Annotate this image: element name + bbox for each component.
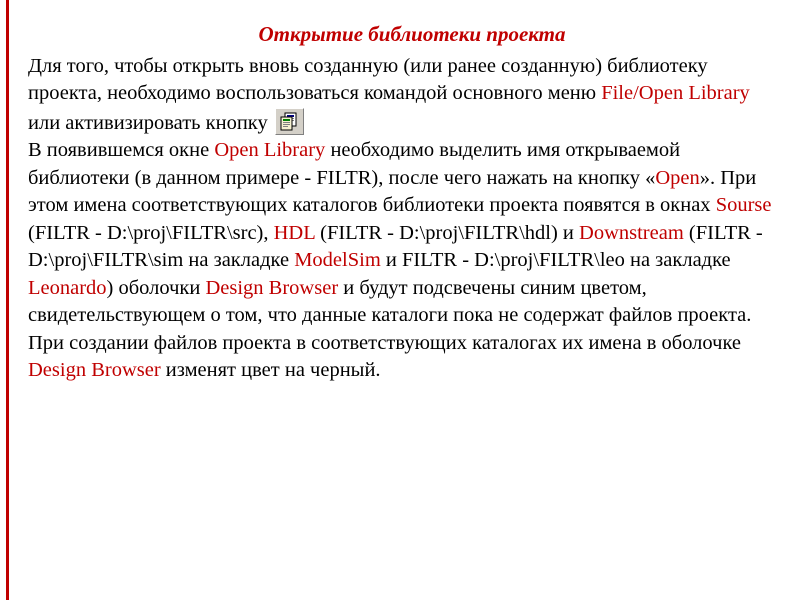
p2-seg-7: (FILTR - D:\proj\FILTR\src),	[28, 221, 274, 244]
p2-seg-9: (FILTR - D:\proj\FILTR\hdl) и	[315, 221, 580, 244]
p2-design-browser-2: Design Browser	[28, 359, 161, 382]
p2-seg-11: (FILTR - D:\proj\FILTR\sim на закладке	[28, 221, 763, 272]
p2-tab-modelsim: ModelSim	[294, 249, 381, 272]
p2-dialog-name: Open Library	[214, 139, 326, 162]
p1-seg-3: или активизировать кнопку	[28, 111, 273, 134]
p2-seg-15: ) оболочки	[106, 276, 206, 299]
p2-seg-19: изменят цвет на черный.	[160, 359, 381, 382]
open-library-icon[interactable]	[275, 108, 304, 135]
p1-menu-path: File/Open Library	[601, 82, 750, 105]
p2-design-browser-1: Design Browser	[205, 276, 339, 299]
p1-seg-1: Для того, чтобы открыть вновь созданную (или ранее созданную) библиотеку проекта, необходимо воспользоваться командой основного меню	[28, 55, 708, 105]
body-text	[28, 53, 776, 385]
slide-content	[28, 22, 776, 385]
p2-seg-3: необходимо выделить имя открываемой библиотеки (в данном примере - FILTR), после чего нажать на кнопку «	[28, 139, 681, 189]
p2-seg-13: и FILTR - D:\proj\FILTR\leo на закладке	[380, 249, 731, 272]
p2-seg-1: В появившемся окне	[28, 139, 215, 162]
paragraph-2	[28, 137, 776, 384]
p2-window-sourse: Sourse	[715, 194, 772, 217]
p2-seg-17: и будут подсвечены синим цветом, свидетельствующем о том, что данные каталоги пока не содержат файлов проекта. При создании файлов проекта в соответствующих каталогах их имена в оболочке	[28, 276, 752, 354]
p2-seg-5: ». При этом имена соответствующих каталогов библиотеки проекта появятся в окнах	[28, 166, 757, 217]
p2-tab-leonardo: Leonardo	[28, 276, 107, 299]
paragraph-1	[28, 53, 776, 137]
page-title: Открытие библиотеки проекта	[258, 22, 566, 46]
p2-open-button-name: Open	[655, 166, 700, 189]
p2-window-hdl: HDL	[273, 221, 315, 244]
p2-window-downstream: Downstream	[579, 221, 684, 244]
left-accent-rule	[6, 0, 9, 600]
